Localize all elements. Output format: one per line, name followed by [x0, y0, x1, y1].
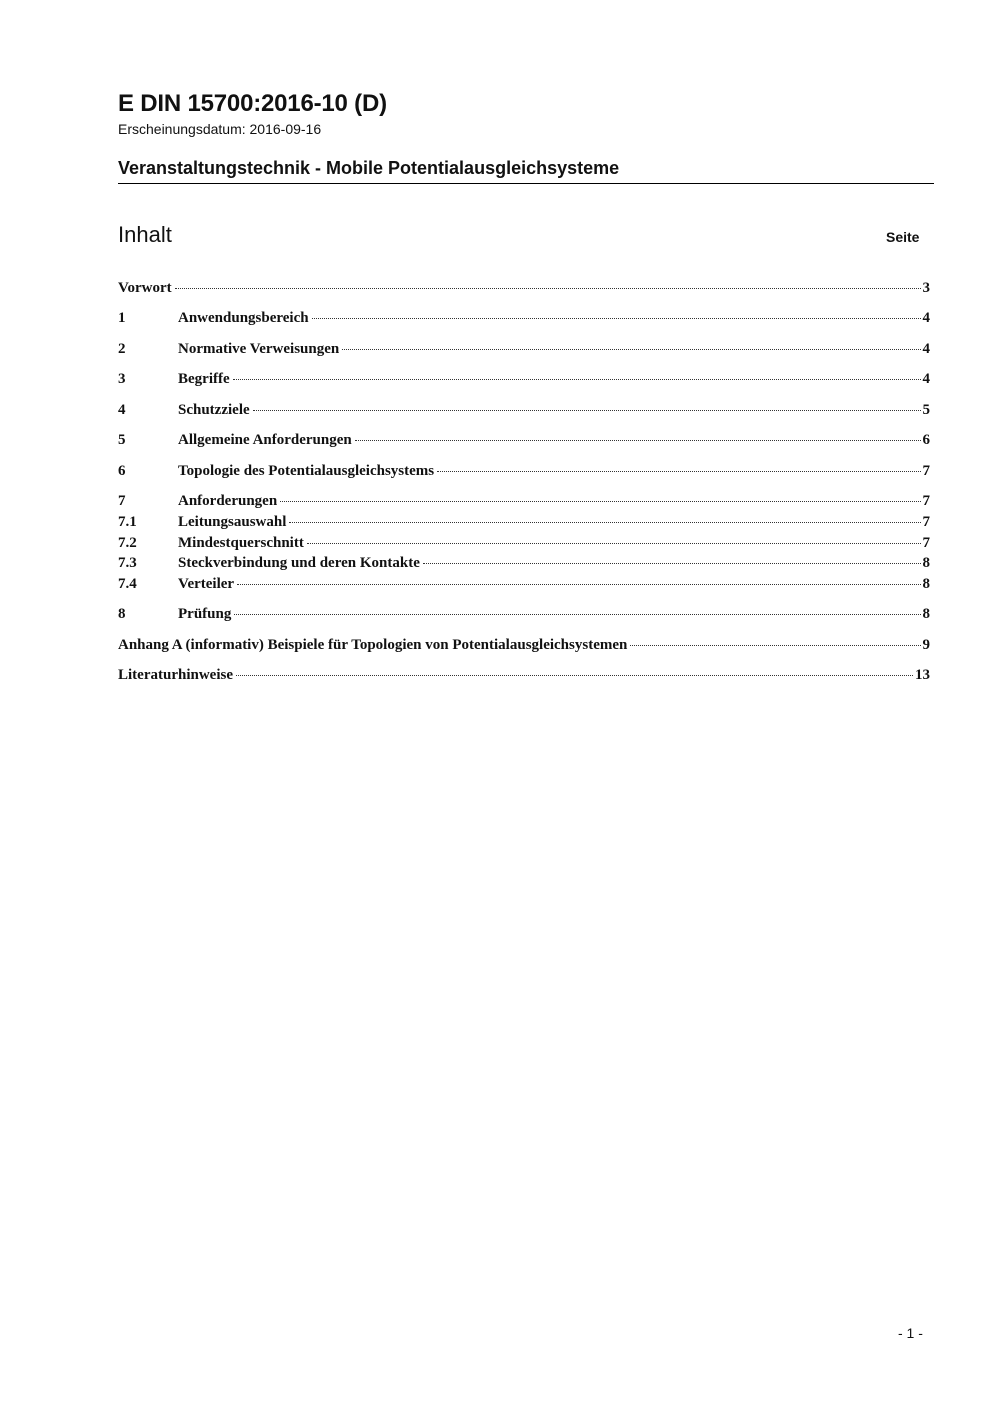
- toc-entry[interactable]: [118, 463, 930, 483]
- toc-entry-page: 4: [922, 341, 930, 357]
- toc-entry[interactable]: [118, 341, 930, 361]
- toc-dot-leader: [437, 471, 920, 472]
- toc-entry-page: 7: [922, 463, 930, 479]
- toc-dot-leader: [233, 379, 921, 380]
- toc-dot-leader: [236, 675, 913, 676]
- toc-entry[interactable]: [118, 555, 930, 575]
- toc-entry-title: Leitungsauswahl: [178, 514, 287, 530]
- toc-entry-title: Normative Verweisungen: [178, 341, 340, 357]
- toc-dot-leader: [355, 440, 921, 441]
- toc-dot-leader: [423, 563, 921, 564]
- toc-entry-title: Verteiler: [178, 576, 235, 592]
- toc-entry[interactable]: [118, 667, 930, 687]
- toc-entry-page: 8: [922, 555, 930, 571]
- toc-entry-title: Anforderungen: [178, 493, 278, 509]
- toc-dot-leader: [289, 522, 920, 523]
- toc-entry-number: 6: [118, 463, 126, 479]
- toc-entry-page: 8: [922, 606, 930, 622]
- toc-entry-page: 3: [922, 280, 930, 296]
- toc-entry-number: 5: [118, 432, 126, 448]
- toc-page-column-label: Seite: [886, 229, 920, 245]
- toc-dot-leader: [342, 349, 920, 350]
- toc-entry[interactable]: [118, 280, 930, 300]
- toc-entry-page: 9: [922, 637, 930, 653]
- toc-entry-title: Literaturhinweise: [118, 667, 233, 683]
- toc-entry-number: 7.2: [118, 535, 137, 551]
- toc-entry-page: 8: [922, 576, 930, 592]
- toc-entry-page: 4: [922, 310, 930, 326]
- toc-entry-number: 2: [118, 341, 126, 357]
- toc-entry-title: Prüfung: [178, 606, 232, 622]
- toc-entry-title: Anhang A (informativ) Beispiele für Topologien von Potentialausgleichsystemen: [118, 637, 628, 653]
- toc-entry-page: 7: [922, 535, 930, 551]
- toc-dot-leader: [630, 645, 920, 646]
- toc-dot-leader: [175, 288, 921, 289]
- toc-entry-title: Anwendungsbereich: [178, 310, 309, 326]
- toc-dot-leader: [237, 584, 920, 585]
- toc-entry[interactable]: [118, 606, 930, 626]
- toc-entry-page: 13: [915, 667, 930, 683]
- toc-entry-number: 4: [118, 402, 126, 418]
- toc-entry-number: 3: [118, 371, 126, 387]
- toc-entry-page: 7: [922, 493, 930, 509]
- toc-entry-number: 8: [118, 606, 126, 622]
- toc-entry-page: 4: [922, 371, 930, 387]
- toc-entry-title: Allgemeine Anforderungen: [178, 432, 352, 448]
- toc-entry-title: Schutzziele: [178, 402, 250, 418]
- issue-date: Erscheinungsdatum: 2016-09-16: [118, 121, 322, 137]
- toc-dot-leader: [253, 410, 921, 411]
- toc-entry-page: 5: [922, 402, 930, 418]
- toc-entry-number: 7.3: [118, 555, 137, 571]
- footer-page-number: - 1 -: [898, 1325, 923, 1341]
- toc-entry-title: Steckverbindung und deren Kontakte: [178, 555, 420, 571]
- toc-entry-number: 1: [118, 310, 126, 326]
- document-title: Veranstaltungstechnik - Mobile Potentialausgleichsysteme: [118, 158, 620, 178]
- toc-entry[interactable]: [118, 637, 930, 657]
- toc-entry-title: Topologie des Potentialausgleichsystems: [178, 463, 435, 479]
- toc-entry-title: Begriffe: [178, 371, 230, 387]
- toc-entry[interactable]: [118, 371, 930, 391]
- toc-entry[interactable]: [118, 576, 930, 596]
- toc-entry[interactable]: [118, 402, 930, 422]
- document-id: E DIN 15700:2016-10 (D): [118, 90, 387, 117]
- toc-dot-leader: [312, 318, 921, 319]
- toc-entry[interactable]: [118, 432, 930, 452]
- toc-entry-number: 7: [118, 493, 126, 509]
- toc-entry[interactable]: [118, 310, 930, 330]
- toc-dot-leader: [280, 501, 920, 502]
- toc-entry-number: 7.1: [118, 514, 137, 530]
- toc-entry-title: Mindestquerschnitt: [178, 535, 304, 551]
- toc-entry-title: Vorwort: [118, 280, 172, 296]
- toc-entry-page: 7: [922, 514, 930, 530]
- toc-entry-number: 7.4: [118, 576, 137, 592]
- toc-entry[interactable]: [118, 493, 930, 513]
- toc-entry-page: 6: [922, 432, 930, 448]
- toc-heading: Inhalt: [118, 222, 172, 247]
- toc-entry[interactable]: [118, 514, 930, 534]
- toc-dot-leader: [307, 543, 921, 544]
- toc-entry[interactable]: [118, 535, 930, 555]
- toc-dot-leader: [234, 614, 920, 615]
- title-divider: [118, 183, 934, 184]
